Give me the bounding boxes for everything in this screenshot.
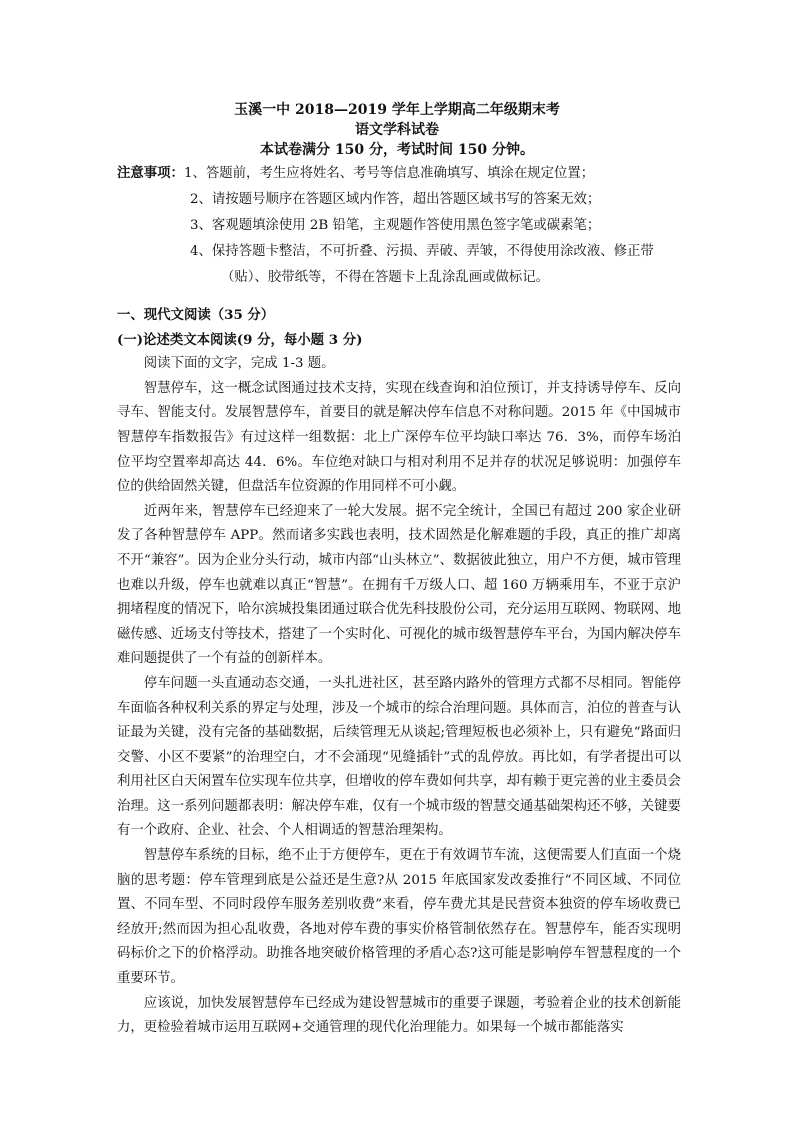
article-paragraph: 智慧停车系统的目标，绝不止于方便停车，更在于有效调节车流，这便需要人们直面一个烧脑的思考题：停车管理到底是公益还是生意?从 2015 年底国家发改委推行“不同区域、不同位置、不同车型、不同时段停车服务差别收费”来看，停车费尤其是民营资本独资的停车场收费已经放开;然而因为担心乱收费，各地对停车费的事实价格管制依然存在。智慧停车，能否实现明码标价之下的价格浮动。助推各地突破价格管理的矛盾心态?这可能是影响停车智慧程度的一个重要环节。 xyxy=(117,848,681,987)
article-paragraph: 应该说，加快发展智慧停车已经成为建设智慧城市的重要子课题，考验着企业的技术创新能力，更检验着城市运用互联网+交通管理的现代化治理能力。如果每一个城市都能落实 xyxy=(117,995,681,1036)
subsection-title: (一)论述类文本阅读(9 分，每小题 3 分) xyxy=(117,331,363,348)
exam-subject: 语文学科试卷 xyxy=(355,122,439,138)
notice-label: 注意事项： xyxy=(117,165,184,181)
exam-title: 玉溪一中 2018—2019 学年上学期高二年级期末考 xyxy=(234,102,560,118)
article-paragraph: 智慧停车，这一概念试图通过技术支持，实现在线查询和泊位预订，并支持诱导停车、反向寻车、智能支付。发展智慧停车，首要目的就是解决停车信息不对称问题。2015 年《中国城市智慧停车指数报告》有过这样一组数据：北上广深停车位平均缺口率达 76．3%，而停车场泊位平均空置率却高达 44．6%。车位绝对缺口与相对利用不足并存的状况足够说明：加强停车位的供给固然关键，但盘活车位资源的作用同样不可小觑。 xyxy=(117,380,681,495)
notice-item-4-continued: （贴）、胶带纸等，不得在答题卡上乱涂乱画或做标记。 xyxy=(221,270,550,285)
instruction-paragraph: 阅读下面的文字，完成 1-3 题。 xyxy=(143,356,335,372)
exam-score-time: 本试卷满分 150 分，考试时间 150 分钟。 xyxy=(260,142,534,158)
article-paragraph: 停车问题一头直通动态交通，一头扎进社区，甚至路内路外的管理方式都不尽相同。智能停车面临各种权利关系的界定与处理，涉及一个城市的综合治理问题。具体而言，泊位的普查与认证最为关键，没有完备的基础数据，后续管理无从谈起;管理短板也必须补上，只有避免“路面归交警、小区不要紧”的治理空白，才不会涌现“见缝插针”式的乱停放。再比如，有学者提出可以利用社区白天闲置车位实现车位共享，但增收的停车费如何共享，却有赖于更完善的业主委员会治理。这一系列问题都表明：解决停车难，仅有一个城市级的智慧交通基础架构还不够，关键要有一个政府、企业、社会、个人相调适的智慧治理架构。 xyxy=(117,675,681,839)
reading-section xyxy=(117,303,681,1041)
notice-block xyxy=(117,160,687,291)
notice-text: 1、答题前，考生应将姓名、考号等信息准确填写、填涂在规定位置； xyxy=(183,166,595,181)
exam-header xyxy=(0,100,794,160)
notice-item-4: 4、保持答题卡整洁，不可折叠、污损、弄破、弄皱，不得使用涂改液、修正带 xyxy=(190,244,654,259)
section-title: 一、现代文阅读（35 分） xyxy=(117,307,275,323)
article-paragraph: 近两年来，智慧停车已经迎来了一轮大发展。据不完全统计，全国已有超过 200 家企业研发了各种智慧停车 APP。然而诸多实践也表明，技术固然是化解难题的手段，真正的推广却离不开“兼容”。因为企业分头行动，城市内部“山头林立”、数据彼此独立，用户不方便，城市管理也难以升级，停车也就难以真正“智慧”。在拥有千万级人口、超 160 万辆乘用车，不亚于京沪拥堵程度的情况下，哈尔滨城投集团通过联合优先科技股份公司，充分运用互联网、物联网、地磁传感、近场支付等技术，搭建了一个实时化、可视化的城市级智慧停车平台，为国内解决停车难问题提供了一个有益的创新样本。 xyxy=(117,503,681,667)
notice-item-2: 2、请按题号顺序在答题区域内作答，超出答题区域书写的答案无效； xyxy=(190,192,601,207)
notice-item-1 xyxy=(117,160,687,187)
notice-item-3: 3、客观题填涂使用 2B 铅笔，主观题作答使用黑色签字笔或碳素笔； xyxy=(190,218,601,233)
